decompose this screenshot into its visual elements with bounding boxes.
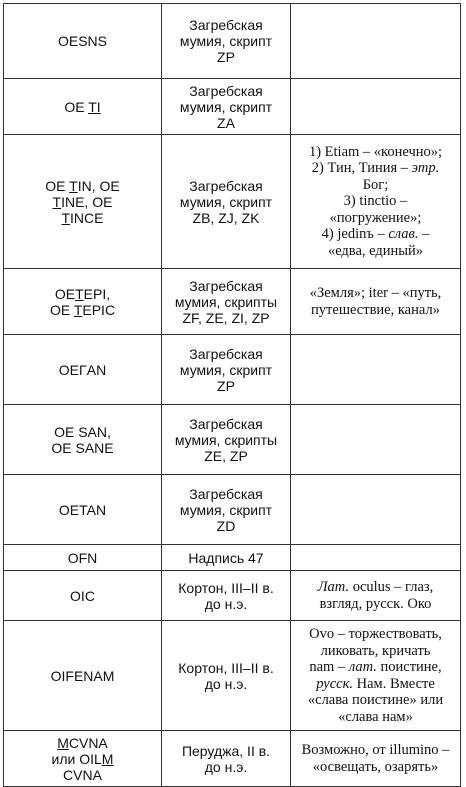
table-row [4, 731, 461, 787]
word-cell [4, 269, 162, 335]
source-cell [162, 545, 291, 571]
source-line: до н.э. [204, 675, 248, 692]
meaning-line: Бог; [362, 176, 389, 193]
meaning-line: путешествие, канал» [311, 301, 440, 318]
source-line: ZE, ZP [204, 447, 248, 464]
meaning-line: «погружение»; [329, 209, 422, 226]
source-line: ZP [217, 377, 235, 394]
table-row [4, 79, 461, 135]
source-line: мумия, скрипт [179, 361, 273, 378]
meaning-line: «освещать, озарять» [312, 758, 439, 775]
word-cell [4, 731, 162, 787]
word-cell [4, 475, 162, 545]
source-line: мумия, скрипт [179, 501, 273, 518]
etruscan-word-table [3, 3, 461, 787]
word-cell [4, 335, 162, 405]
source-line: Перуджа, II в. [181, 742, 271, 759]
meaning-line: ликовать, кричать [320, 642, 431, 659]
source-line: мумия, скрипты [174, 431, 278, 448]
word-line: OFN [67, 549, 98, 566]
meaning-cell [291, 269, 461, 335]
source-cell [162, 4, 291, 79]
word-line: OEΓAN [58, 361, 107, 378]
source-cell [162, 475, 291, 545]
source-line: мумия, скрипты [174, 293, 278, 310]
word-line: OIFENAM [50, 667, 115, 684]
word-cell [4, 405, 162, 475]
table-row [4, 621, 461, 731]
word-line: TINE, OE [52, 193, 113, 210]
word-cell [4, 571, 162, 621]
word-line: OESNS [57, 33, 107, 49]
meaning-line: 2) Тин, Тиния – этр. [311, 160, 440, 177]
word-line: OE TIN, OE [45, 177, 120, 194]
source-line: Кортон, III–II в. [178, 659, 274, 676]
source-cell [162, 405, 291, 475]
word-cell [4, 545, 162, 571]
meaning-cell [291, 475, 461, 545]
table-row [4, 545, 461, 571]
source-line: ZB, ZJ, ZK [192, 209, 260, 226]
meaning-cell [291, 4, 461, 79]
meaning-cell [291, 545, 461, 571]
source-line: Кортон, III–II в. [178, 579, 274, 596]
word-line: TINCE [61, 209, 104, 226]
meaning-line: «Земля»; iter – «путь, [309, 285, 442, 301]
source-cell [162, 731, 291, 787]
source-line: Загребская [189, 177, 263, 194]
table-row [4, 4, 461, 79]
word-line: или OILM [51, 750, 114, 767]
word-line: OIC [70, 587, 95, 604]
table-row [4, 269, 461, 335]
word-line: OE TEPIC [49, 301, 116, 318]
source-line: до н.э. [204, 595, 248, 612]
word-line: OE SANE [51, 439, 114, 456]
word-line: MCVNA [57, 734, 108, 751]
source-line: ZF, ZE, ZI, ZP [182, 309, 270, 326]
meaning-line: 3) tinctio – [343, 193, 408, 210]
source-cell [162, 79, 291, 135]
source-line: Загребская [189, 485, 263, 502]
source-line: ZA [217, 114, 235, 131]
table-row [4, 135, 461, 269]
source-line: Загребская [189, 17, 263, 33]
word-cell [4, 621, 162, 731]
meaning-cell [291, 79, 461, 135]
meaning-line: Лат. oculus – глаз, [317, 579, 434, 595]
meaning-cell [291, 731, 461, 787]
meaning-cell [291, 405, 461, 475]
source-cell [162, 571, 291, 621]
meaning-line: 1) Etiam – «конечно»; [308, 143, 443, 160]
meaning-line: 4) jedinъ – слав. – [321, 226, 430, 243]
word-line: OE SAN, [54, 423, 111, 440]
source-line: Загребская [189, 277, 263, 294]
source-cell [162, 335, 291, 405]
meaning-cell [291, 621, 461, 731]
meaning-line: «слава нам» [338, 708, 413, 725]
word-cell [4, 4, 162, 79]
meaning-line: взгляд, русск. Око [319, 595, 432, 612]
meaning-cell [291, 135, 461, 269]
table-row [4, 571, 461, 621]
source-line: мумия, скрипт [179, 33, 273, 49]
source-line: ZD [216, 517, 236, 534]
table-row [4, 405, 461, 475]
meaning-line: Ovo – торжествовать, [309, 626, 442, 642]
source-line: Загребская [189, 82, 263, 99]
source-cell [162, 135, 291, 269]
source-line: ZP [217, 49, 235, 65]
meaning-line: Возможно, от illumino – [301, 742, 450, 758]
meaning-line: nam – лат. поистине, [309, 659, 442, 675]
table-row [4, 475, 461, 545]
source-cell [162, 621, 291, 731]
meaning-cell [291, 571, 461, 621]
word-line: OE TI [64, 98, 101, 115]
source-line: Загребская [189, 415, 263, 432]
word-line: CVNA [63, 766, 102, 783]
meaning-cell [291, 335, 461, 405]
meaning-line: русск. Нам. Вместе [316, 675, 435, 692]
source-line: до н.э. [204, 758, 248, 775]
meaning-line: «слава поистине» или [307, 692, 444, 708]
word-line: OETAN [58, 501, 107, 518]
source-line: мумия, скрипт [179, 193, 273, 210]
word-cell [4, 79, 162, 135]
table-row [4, 335, 461, 405]
source-line: Надпись 47 [188, 549, 264, 566]
source-line: мумия, скрипт [179, 98, 273, 115]
source-cell [162, 269, 291, 335]
word-cell [4, 135, 162, 269]
word-line: OETEPI, [54, 285, 111, 302]
source-line: Загребская [189, 345, 263, 362]
meaning-line: «едва, единый» [327, 242, 424, 259]
